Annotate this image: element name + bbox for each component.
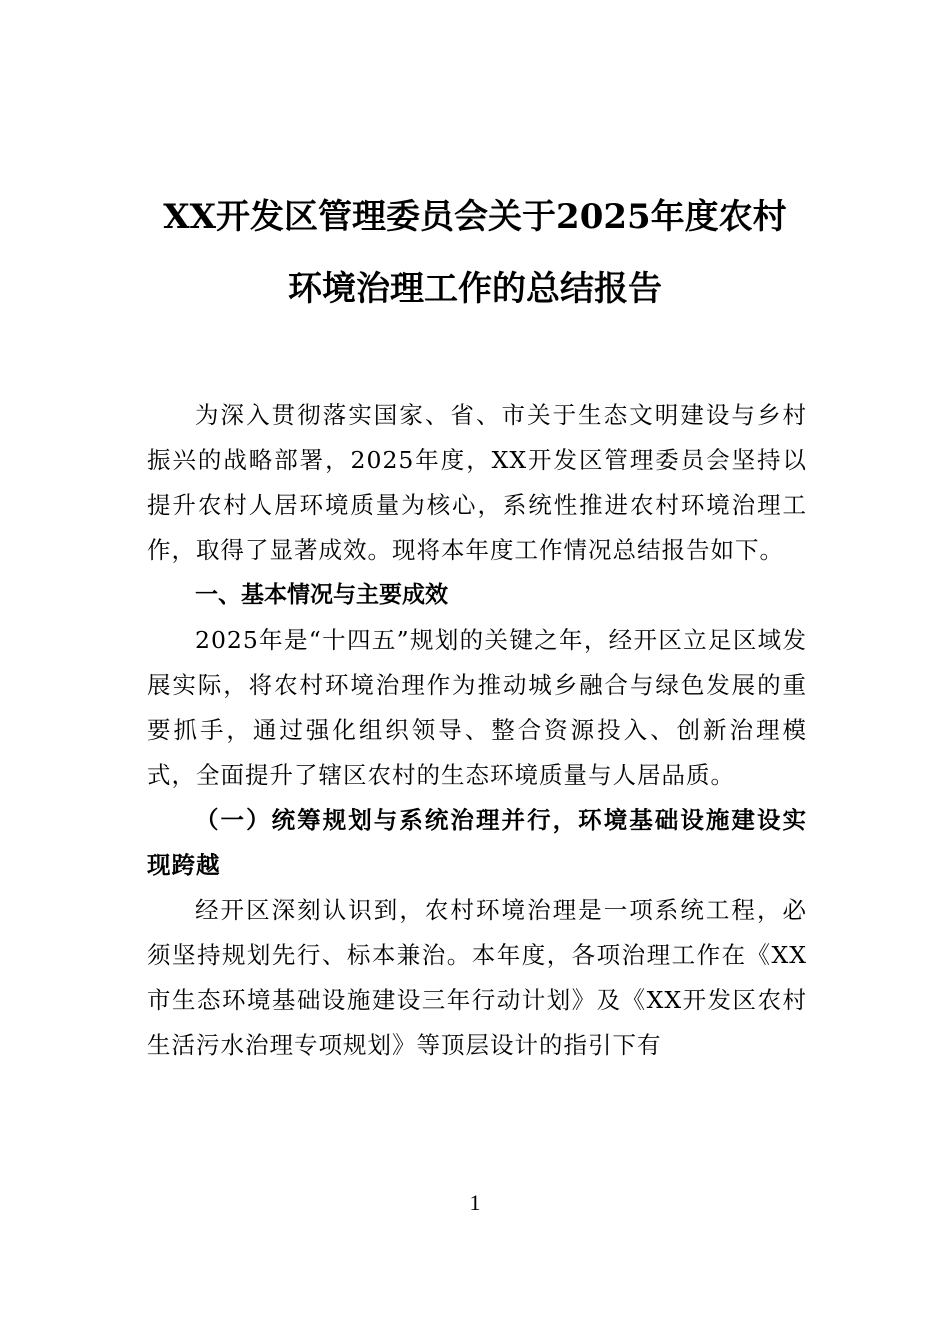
section-1-paragraph: 2025年是“十四五”规划的关键之年，经开区立足区域发展实际，将农村环境治理作为推动城乡融合与绿色发展的重要抓手，通过强化组织领导、整合资源投入、创新治理模式，全面提升了辖区农村的生态环境质量与人居品质。 <box>147 626 807 789</box>
intro-paragraph: 为深入贯彻落实国家、省、市关于生态文明建设与乡村振兴的战略部署，2025年度，XX开发区管理委员会坚持以提升农村人居环境质量为核心，系统性推进农村环境治理工作，取得了显著成效。现将本年度工作情况总结报告如下。 <box>147 401 807 564</box>
section-heading-1: 一、基本情况与主要成效 <box>195 582 448 608</box>
document-title-line-2: 环境治理工作的总结报告 <box>288 269 662 309</box>
subsection-1-paragraph: 经开区深刻认识到，农村环境治理是一项系统工程，必须坚持规划先行、标本兼治。本年度，各项治理工作在《XX市生态环境基础设施建设三年行动计划》及《XX开发区农村生活污水治理专项规划》等顶层设计的指引下有 <box>147 896 807 1059</box>
page-number: 1 <box>469 1190 481 1215</box>
document-title-line-1: XX开发区管理委员会关于2025年度农村 <box>163 197 787 237</box>
document-body <box>147 393 807 1068</box>
subsection-heading-1: （一）统筹规划与系统治理并行，环境基础设施建设实现跨越 <box>147 806 807 879</box>
